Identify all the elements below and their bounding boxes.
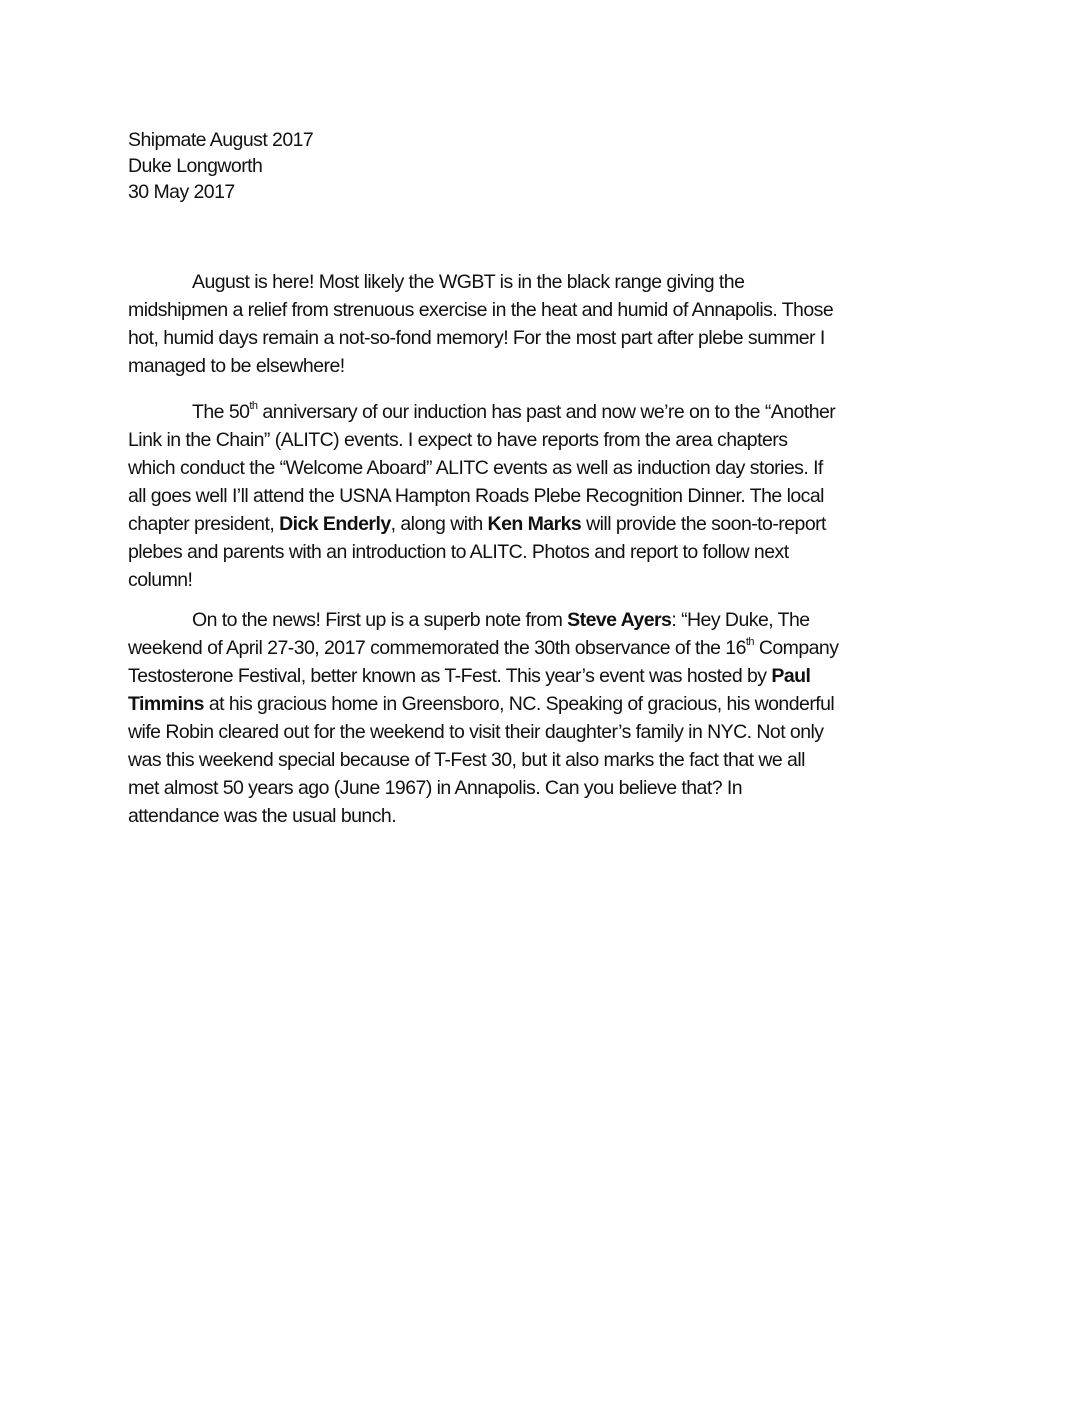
superscript: th — [249, 399, 258, 412]
text: weekend of April 27-30, 2017 commemorated the 30th observance of the 16 — [128, 637, 746, 659]
paragraph-line — [128, 636, 838, 660]
paragraph-line: which conduct the “Welcome Aboard” ALITC events as well as induction day stories. If — [128, 457, 823, 479]
text: : “Hey Duke, The — [671, 609, 810, 631]
paragraph-line — [128, 664, 810, 688]
person-name: Ken Marks — [487, 513, 582, 535]
text: chapter president, — [128, 513, 280, 535]
text: , along with — [390, 513, 488, 535]
paragraph-line: attendance was the usual bunch. — [128, 805, 397, 827]
person-name: Dick Enderly — [279, 513, 391, 535]
paragraph-line: midshipmen a relief from strenuous exercise in the heat and humid of Annapolis. Those — [128, 299, 834, 321]
paragraph-line: column! — [128, 569, 193, 591]
text: Testosterone Festival, better known as T-Fest. This year’s event was hosted by — [128, 665, 772, 687]
date-line: 30 May 2017 — [128, 181, 235, 203]
paragraph-line: wife Robin cleared out for the weekend to visit their daughter’s family in NYC. Not only — [128, 721, 824, 743]
paragraph-line: was this weekend special because of T-Fest 30, but it also marks the fact that we all — [128, 749, 805, 771]
person-name: Timmins — [128, 693, 204, 715]
paragraph-line — [192, 608, 810, 632]
text: will provide the soon-to-report — [581, 513, 826, 535]
text: anniversary of our induction has past and now we’re on to the “Another — [257, 401, 836, 423]
text: On to the news! First up is a superb note from — [192, 609, 568, 631]
person-name: Steve Ayers — [567, 609, 672, 631]
person-name: Paul — [771, 665, 811, 687]
superscript: th — [745, 635, 754, 648]
paragraph-line: plebes and parents with an introduction to ALITC. Photos and report to follow next — [128, 541, 789, 563]
paragraph-line: managed to be elsewhere! — [128, 355, 345, 377]
paragraph-line: August is here! Most likely the WGBT is in the black range giving the — [192, 271, 745, 293]
paragraph-line — [192, 400, 835, 424]
publication-line: Shipmate August 2017 — [128, 129, 314, 151]
paragraph-line: hot, humid days remain a not-so-fond memory! For the most part after plebe summer I — [128, 327, 825, 349]
author-line: Duke Longworth — [128, 155, 263, 177]
text: at his gracious home in Greensboro, NC. Speaking of gracious, his wonderful — [203, 693, 835, 715]
paragraph-line: Link in the Chain” (ALITC) events. I expect to have reports from the area chapters — [128, 429, 788, 451]
paragraph-line: all goes well I’ll attend the USNA Hampton Roads Plebe Recognition Dinner. The local — [128, 485, 824, 507]
paragraph-line — [128, 692, 834, 716]
paragraph-line — [128, 512, 826, 536]
paragraph-line: met almost 50 years ago (June 1967) in Annapolis. Can you believe that? In — [128, 777, 743, 799]
text: The 50 — [192, 401, 250, 423]
text: Company — [753, 637, 839, 659]
